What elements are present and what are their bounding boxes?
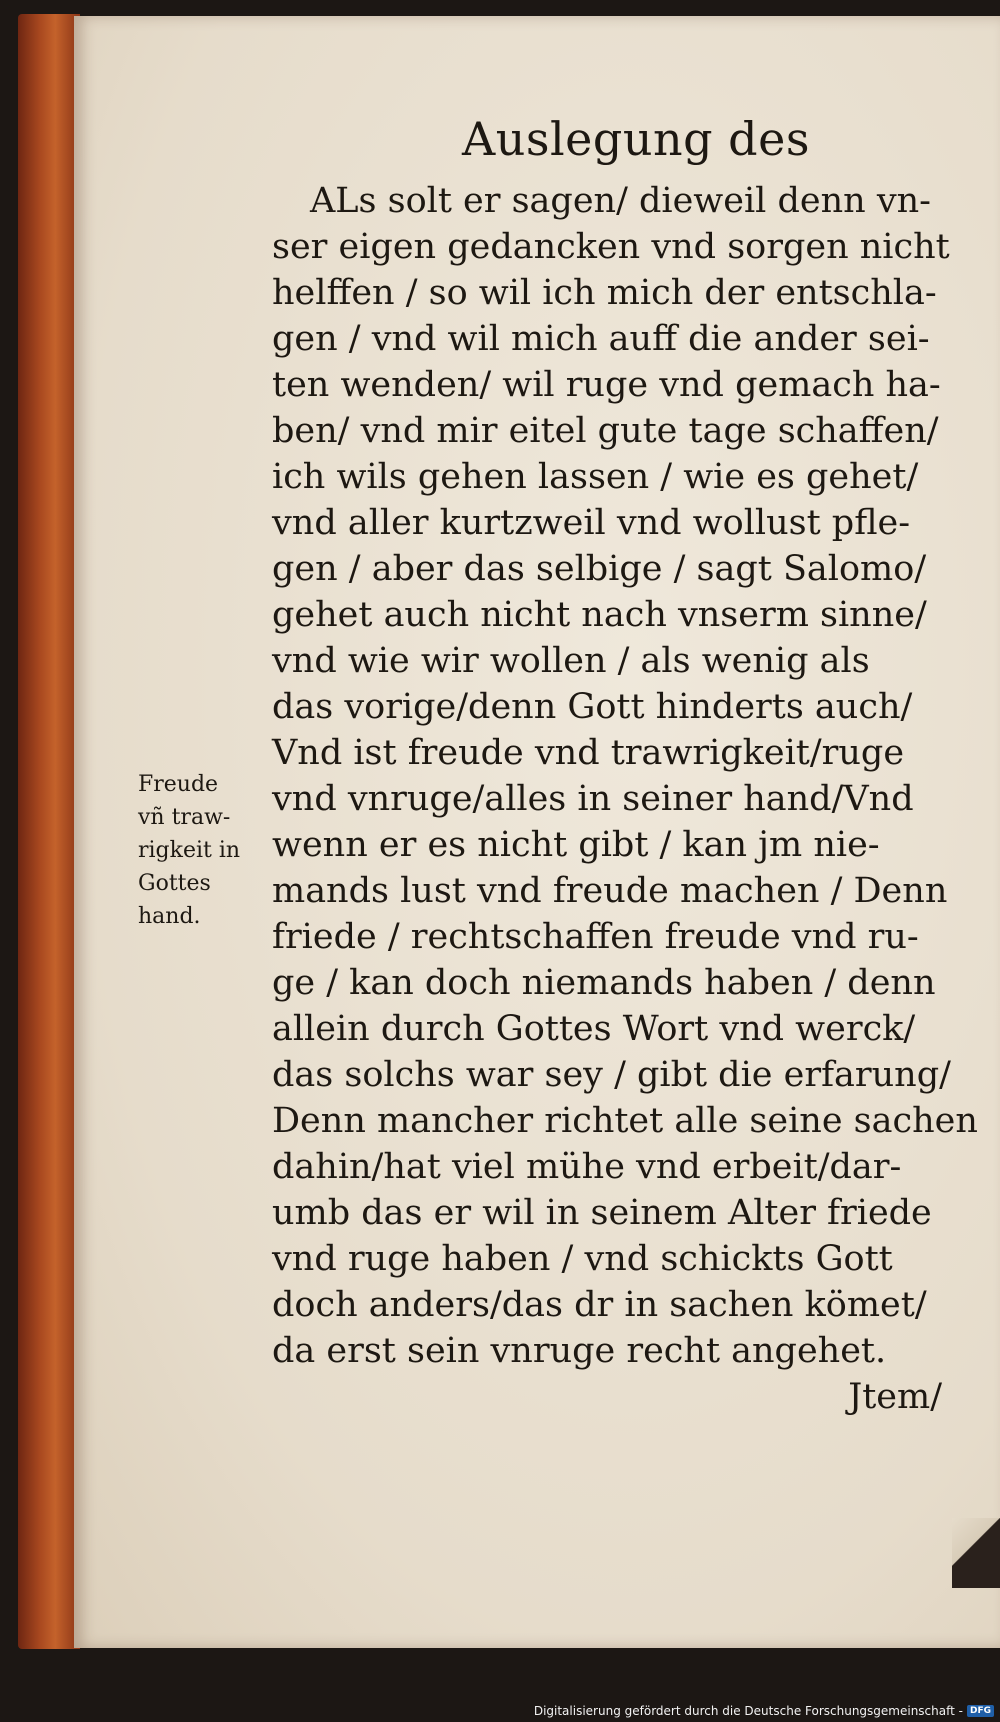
marginal-note-line: Freude [138, 772, 219, 797]
text-line: das vorige/denn Gott hinderts auch/ [272, 687, 913, 727]
marginal-note [138, 768, 278, 933]
marginal-note-line: rigkeit in [138, 838, 241, 863]
digitization-credit [534, 1704, 994, 1718]
dfg-logo: DFG [967, 1705, 994, 1717]
text-line: da erst sein vnruge recht angehet. [272, 1331, 887, 1371]
marginal-note-line: vñ traw- [138, 805, 231, 830]
text-line: ser eigen gedancken vnd sorgen nicht [272, 227, 950, 267]
text-line: ben/ vnd mir eitel gute tage schaffen/ [272, 411, 939, 451]
text-line: vnd vnruge/alles in seiner hand/Vnd [272, 779, 914, 819]
text-line: doch anders/das dr in sachen kömet/ [272, 1285, 927, 1325]
catchword: Jtem/ [848, 1377, 942, 1417]
text-line: vnd ruge haben / vnd schickts Gott [272, 1239, 893, 1279]
text-line: Denn mancher richtet alle seine sachen [272, 1101, 978, 1141]
text-line: das solchs war sey / gibt die erfarung/ [272, 1055, 951, 1095]
credit-text: Digitalisierung gefördert durch die Deutsche Forschungsgemeinschaft - [533, 1704, 963, 1718]
text-line: gen / aber das selbige / sagt Salomo/ [272, 549, 927, 589]
text-line: mands lust vnd freude machen / Denn [272, 871, 948, 911]
book-edge [18, 14, 80, 1649]
text-line: ALs solt er sagen/ dieweil denn vn- [310, 181, 931, 221]
text-line: gen / vnd wil mich auff die ander sei- [272, 319, 930, 359]
text-line: wenn er es nicht gibt / kan jm nie- [272, 825, 880, 865]
text-line: vnd wie wir wollen / als wenig als [272, 641, 870, 681]
running-header: Auslegung des [462, 112, 810, 166]
text-line: umb das er wil in seinem Alter friede [272, 1193, 932, 1233]
text-line: Vnd ist freude vnd trawrigkeit/ruge [272, 733, 905, 773]
text-line: vnd aller kurtzweil vnd wollust pfle- [272, 503, 911, 543]
text-line: ich wils gehen lassen / wie es gehet/ [272, 457, 919, 497]
text-line: helffen / so wil ich mich der entschla- [272, 273, 937, 313]
text-line: gehet auch nicht nach vnserm sinne/ [272, 595, 927, 635]
marginal-note-line: hand. [138, 904, 201, 929]
text-line: allein durch Gottes Wort vnd werck/ [272, 1009, 916, 1049]
marginal-note-line: Gottes [138, 871, 211, 896]
text-line: ten wenden/ wil ruge vnd gemach ha- [272, 365, 941, 405]
body-text [272, 178, 978, 1420]
text-line: ge / kan doch niemands haben / denn [272, 963, 936, 1003]
torn-corner [952, 1518, 1000, 1588]
text-line: dahin/hat viel mühe vnd erbeit/dar- [272, 1147, 902, 1187]
text-line: friede / rechtschaffen freude vnd ru- [272, 917, 919, 957]
